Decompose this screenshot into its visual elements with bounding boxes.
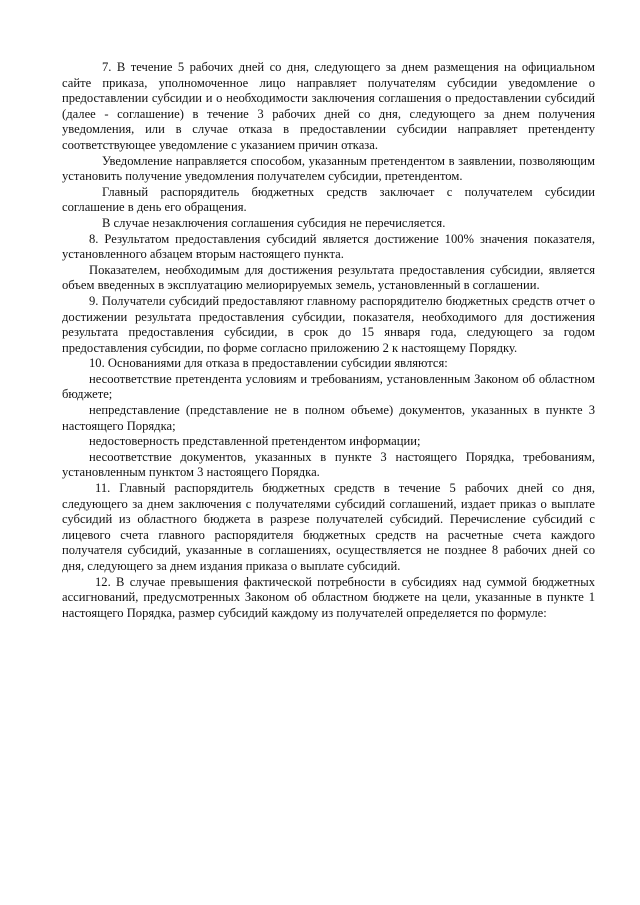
refusal-ground-2: непредставление (представление не в полном объеме) документов, указанных в пункте 3 настоящего Порядка;: [62, 403, 595, 433]
refusal-ground-4: несоответствие документов, указанных в пункте 3 настоящего Порядка, требованиям, установленным пунктом 3 настоящего Порядка.: [62, 449, 595, 480]
paragraph-11: 11. Главный распорядитель бюджетных средств в течение 5 рабочих дней со дня, следующего за днем заключения с получателями субсидий соглашений, издает приказ о выплате субсидий из областного бюджета в разрезе получателей субсидий. Перечисление субсидий с лицевого счета главного распорядителя бюджетных средств на расчетные счета каждого получателя субсидий, указанные в соглашениях, осуществляется не позднее 8 рабочих дней со дня, следующего за днем издания приказа о выплате субсидий.: [62, 481, 595, 573]
paragraph-7: 7. В течение 5 рабочих дней со дня, следующего за днем размещения на официальном сайте приказа, уполномоченное лицо направляет получателям субсидии уведомление о предоставлении субсидии и о необходимости заключения соглашения о предоставлении субсидий (далее - соглашение) в течение 3 рабочих дней со дня, следующего за днем получения уведомления, или в случае отказа в предоставлении субсидии направляет претенденту соответствующее уведомление с указанием причин отказа.: [62, 60, 595, 152]
paragraph-agreement-signing: Главный распорядитель бюджетных средств заключает с получателем субсидии соглашение в день его обращения.: [62, 184, 595, 215]
paragraph-indicator: Показателем, необходимым для достижения результата предоставления субсидии, является объем введенных в эксплуатацию мелиорируемых земель, установленный в соглашении.: [62, 262, 595, 293]
refusal-ground-1: несоответствие претендента условиям и требованиям, установленным Законом об областном бюджете;: [62, 371, 595, 402]
document-page: [62, 60, 595, 621]
paragraph-no-agreement: В случае незаключения соглашения субсидия не перечисляется.: [102, 215, 446, 230]
paragraph-8: 8. Результатом предоставления субсидий является достижение 100% значения показателя, установленного абзацем вторым настоящего пункта.: [62, 231, 595, 262]
paragraph-9: 9. Получатели субсидий предоставляют главному распорядителю бюджетных средств отчет о достижении результата предоставления субсидии, показателя, необходимого для достижения результата предоставления субсидии, в срок до 15 января года, следующего за годом предоставления субсидии, по форме согласно приложению 2 к настоящему Порядку.: [62, 293, 595, 355]
refusal-ground-3: недостоверность представленной претендентом информации;: [89, 434, 421, 449]
paragraph-notification-method: Уведомление направляется способом, указанным претендентом в заявлении, позволяющим установить получение уведомления получателем субсидии, претендентом.: [62, 153, 595, 184]
paragraph-12: 12. В случае превышения фактической потребности в субсидиях над суммой бюджетных ассигнований, предусмотренных Законом об областном бюджете на цели, указанные в пункте 1 настоящего Порядка, размер субсидий каждому из получателей определяется по формуле:: [62, 574, 595, 620]
paragraph-10: 10. Основаниями для отказа в предоставлении субсидии являются:: [89, 356, 448, 371]
